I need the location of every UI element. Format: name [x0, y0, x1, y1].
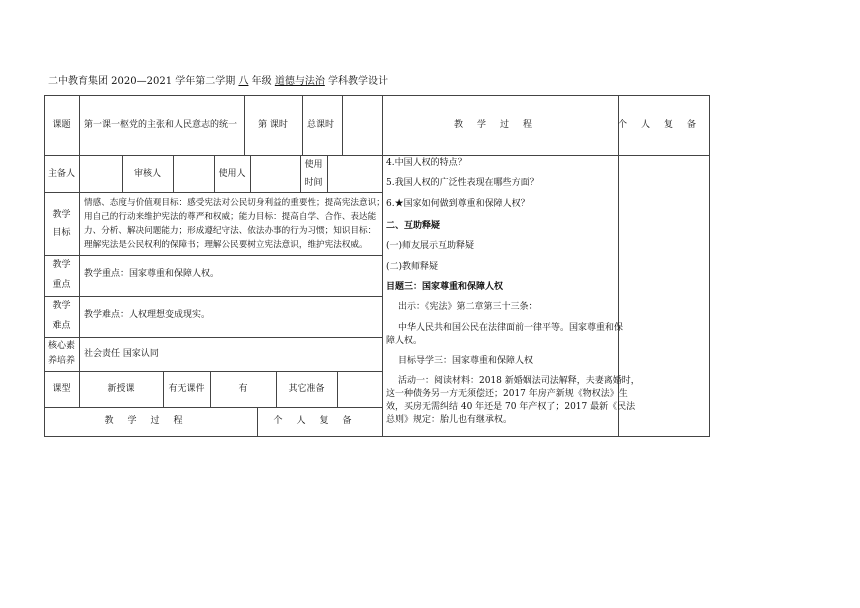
courseware-label: 有无课件 — [168, 384, 205, 394]
lesson-title: 第一课一枢党的主张和人民意志的统一 — [84, 120, 238, 130]
goals-text — [84, 196, 385, 252]
footer-personal-label: 个人复备 — [273, 416, 366, 426]
right-personal-header: 个人复备 — [618, 120, 711, 130]
key-label-1: 教学 — [52, 260, 71, 270]
header-prefix: 二中教育集团 2020—2021 学年第二学期 — [48, 76, 236, 87]
period-label: 第 课时 — [258, 120, 288, 130]
topic-heading: 目题三：国家尊重和保障人权 — [386, 282, 504, 292]
total-period-label: 总课时 — [307, 120, 335, 130]
lesson-type-label: 课型 — [52, 384, 71, 394]
process-line: 出示：《宪法》第二章第三十三条： — [398, 302, 538, 312]
header-suffix: 学科教学设计 — [328, 76, 389, 87]
document-header — [48, 76, 388, 88]
process-line: 目标导学三：国家尊重和保障人权 — [398, 356, 534, 366]
courseware-value: 有 — [238, 384, 248, 394]
lesson-type-value: 新授课 — [107, 384, 135, 394]
goals-label-2: 目标 — [52, 228, 71, 238]
core-literacy-text: 社会责任 国家认同 — [84, 349, 159, 359]
core-label-2: 养培养 — [47, 356, 75, 366]
process-line: 总则》规定：胎儿也有继承权。 — [386, 415, 513, 425]
header-subject: 道德与法治 — [274, 76, 325, 87]
process-line: 这一种债务另一方无须偿还；2017 年房产新规《物权法》生 — [386, 389, 628, 399]
core-label-1: 核心素 — [47, 341, 75, 351]
reviewer-label: 审核人 — [133, 169, 161, 179]
process-line: 活动一：阅读材料：2018 新婚姻法司法解释，夫妻离婚时， — [398, 376, 640, 386]
use-time-label-2: 时间 — [304, 178, 323, 188]
goals-line: 力、分析、解决问题能力；形成遵纪守法、依法办事的行为习惯；知识目标： — [84, 226, 377, 236]
goals-line: 理解宪法是公民权利的保障书；理解公民要树立宪法意识，维护宪法权威。 — [84, 240, 368, 250]
goals-label-1: 教学 — [52, 210, 71, 220]
key-point-text: 教学重点：国家尊重和保障人权。 — [84, 269, 220, 279]
lead-preparer-label: 主备人 — [47, 169, 75, 179]
goals-line: 用自己的行动来维护宪法的尊严和权威；能力目标：提高自学、合作、表达能 — [84, 212, 377, 222]
process-line: 中华人民共和国公民在法律面前一律平等。国家尊重和保 — [398, 323, 624, 333]
process-line: 5.我国人权的广泛性表现在哪些方面？ — [386, 178, 539, 188]
process-line: 效，买房无需纠结 40 年还是 70 年产权了；2017 最新《民法 — [386, 402, 636, 412]
header-grade: 八 — [238, 76, 249, 87]
section-heading: 二、互助释疑 — [386, 221, 441, 231]
process-line: 障人权。 — [386, 336, 423, 346]
topic-label: 课题 — [52, 120, 71, 130]
header-grade-suffix: 年级 — [251, 76, 272, 87]
process-line: (二)教师释疑 — [386, 262, 439, 272]
right-process-header: 教学过程 — [453, 120, 546, 130]
footer-process-label: 教学过程 — [104, 416, 197, 426]
difficulty-text: 教学难点：人权理想变成现实。 — [84, 310, 211, 320]
user-label: 使用人 — [218, 169, 246, 179]
key-label-2: 重点 — [52, 280, 71, 290]
process-line: (一)师友展示互助释疑 — [386, 241, 475, 251]
difficulty-label-1: 教学 — [52, 301, 71, 311]
other-prep-label: 其它准备 — [288, 384, 325, 394]
goals-line: 情感、态度与价值观目标：感受宪法对公民切身利益的重要性；提高宪法意识； — [84, 198, 385, 208]
difficulty-label-2: 难点 — [52, 321, 71, 331]
process-line: 6.★国家如何做到尊重和保障人权？ — [386, 199, 530, 209]
process-line: 4.中国人权的特点？ — [386, 158, 467, 168]
use-time-label-1: 使用 — [304, 160, 323, 170]
